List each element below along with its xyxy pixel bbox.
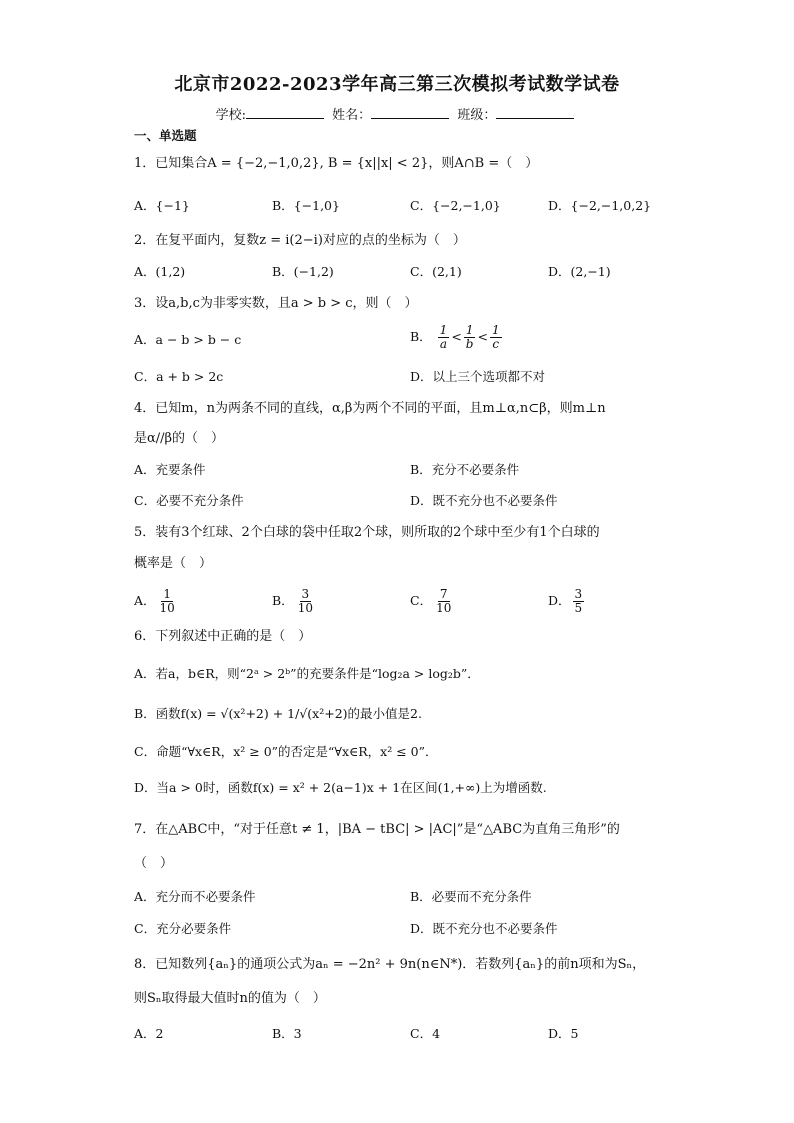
question-3-option-d[interactable]: D．以上三个选项都不对 bbox=[410, 369, 546, 384]
question-6-option-c[interactable]: C．命题“∀x∈R，x² ≥ 0”的否定是“∀x∈R，x² ≤ 0”． bbox=[134, 744, 438, 759]
question-4-stem-line-2: 是α//β的（ ） bbox=[134, 431, 225, 446]
question-1-option-c[interactable]: C．{−2,−1,0} bbox=[410, 198, 501, 213]
question-5-stem-line-2: 概率是（ ） bbox=[134, 556, 213, 571]
question-4-option-c[interactable]: C．必要不充分条件 bbox=[134, 493, 244, 508]
question-5-option-c[interactable]: C． $\frac{7}{10}$ bbox=[410, 587, 452, 615]
fraction-1-over-b: $\frac{1}{b}$ bbox=[465, 323, 474, 351]
question-7-option-c[interactable]: C．充分必要条件 bbox=[134, 921, 232, 936]
question-6-option-a[interactable]: A．若a，b∈R，则“2ᵃ > 2ᵇ”的充要条件是“log₂a > log₂b”． bbox=[134, 666, 480, 681]
section-heading: 一、单选题 bbox=[134, 128, 197, 143]
question-7-stem-line-2: （ ） bbox=[134, 856, 174, 871]
question-2-stem: 2．在复平面内，复数z = i(2−i)对应的点的坐标为（ ） bbox=[134, 233, 466, 248]
question-5-option-d[interactable]: D． $\frac{3}{5}$ bbox=[548, 587, 583, 615]
question-8-option-c[interactable]: C．4 bbox=[410, 1026, 441, 1041]
question-1-option-a[interactable]: A．{−1} bbox=[134, 198, 190, 213]
question-2-option-b[interactable]: B．(−1,2) bbox=[272, 264, 334, 279]
question-1-stem: 1．已知集合A = {−2,−1,0,2}, B = {x||x| < 2}，则A∩B =（ ） bbox=[134, 156, 539, 171]
fraction-1-10: $\frac{1}{10}$ bbox=[159, 587, 175, 615]
fraction-7-10: $\frac{7}{10}$ bbox=[436, 587, 452, 615]
question-3-option-b[interactable]: B． $\frac{1}{a}$ < $\frac{1}{b}$ < $\frac{1}{c}$ bbox=[410, 323, 500, 351]
class-label: 班级： bbox=[457, 108, 497, 123]
fraction-1-over-c: $\frac{1}{c}$ bbox=[491, 323, 500, 351]
question-5-option-a[interactable]: A． $\frac{1}{10}$ bbox=[134, 587, 175, 615]
question-4-stem-line-1: 4．已知m，n为两条不同的直线，α,β为两个不同的平面，且m⊥α,n⊂β，则m⊥n bbox=[134, 401, 606, 416]
question-4-option-b[interactable]: B．充分不必要条件 bbox=[410, 462, 520, 477]
question-8-option-a[interactable]: A．2 bbox=[134, 1026, 164, 1041]
question-7-option-a[interactable]: A．充分而不必要条件 bbox=[134, 889, 256, 904]
option-b-prefix: B． bbox=[410, 329, 432, 344]
school-label: 学校: bbox=[215, 108, 247, 123]
question-8-stem-line-2: 则Sₙ取得最大值时n的值为（ ） bbox=[134, 991, 326, 1006]
question-8-option-b[interactable]: B．3 bbox=[272, 1026, 302, 1041]
question-8-option-d[interactable]: D．5 bbox=[548, 1026, 579, 1041]
question-1-option-b[interactable]: B．{−1,0} bbox=[272, 198, 340, 213]
student-info-line bbox=[0, 104, 794, 123]
fraction-3-5: $\frac{3}{5}$ bbox=[574, 587, 583, 615]
question-6-stem: 6．下列叙述中正确的是（ ） bbox=[134, 629, 312, 644]
school-blank[interactable] bbox=[246, 106, 324, 119]
question-7-option-d[interactable]: D．既不充分也不必要条件 bbox=[410, 921, 558, 936]
question-2-option-c[interactable]: C．(2,1) bbox=[410, 264, 462, 279]
question-2-option-a[interactable]: A．(1,2) bbox=[134, 264, 186, 279]
fraction-3-10: $\frac{3}{10}$ bbox=[297, 587, 313, 615]
question-8-stem-line-1: 8．已知数列{aₙ}的通项公式为aₙ = −2n² + 9n(n∈N*)．若数列{aₙ}的前n项和为Sₙ， bbox=[134, 957, 646, 972]
question-3-stem: 3．设a,b,c为非零实数，且a > b > c，则（ ） bbox=[134, 296, 418, 311]
question-6-option-b[interactable]: B．函数f(x) = √(x²+2) + 1/√(x²+2)的最小值是2. bbox=[134, 706, 422, 721]
question-5-stem-line-1: 5．装有3个红球、2个白球的袋中任取2个球，则所取的2个球中至少有1个白球的 bbox=[134, 525, 600, 540]
question-4-option-d[interactable]: D．既不充分也不必要条件 bbox=[410, 493, 558, 508]
class-blank[interactable] bbox=[496, 106, 574, 119]
question-7-option-b[interactable]: B．必要而不充分条件 bbox=[410, 889, 532, 904]
question-7-stem-line-1: 7．在△ABC中，“对于任意t ≠ 1，|BA − tBC| > |AC|”是“△ABC为直角三角形”的 bbox=[134, 822, 620, 837]
question-5-option-b[interactable]: B． $\frac{3}{10}$ bbox=[272, 587, 313, 615]
question-6-option-d[interactable]: D．当a > 0时，函数f(x) = x² + 2(a−1)x + 1在区间(1,+∞)上为增函数. bbox=[134, 780, 547, 795]
fraction-1-over-a: $\frac{1}{a}$ bbox=[439, 323, 448, 351]
exam-title: 北京市2022-2023学年高三第三次模拟考试数学试卷 bbox=[174, 74, 620, 95]
question-4-option-a[interactable]: A．充要条件 bbox=[134, 462, 206, 477]
name-blank[interactable] bbox=[371, 106, 449, 119]
question-1-option-d[interactable]: D．{−2,−1,0,2} bbox=[548, 198, 652, 213]
question-2-option-d[interactable]: D．(2,−1) bbox=[548, 264, 611, 279]
name-label: 姓名： bbox=[332, 108, 372, 123]
question-3-option-c[interactable]: C．a + b > 2c bbox=[134, 369, 224, 384]
question-3-option-a[interactable]: A．a − b > b − c bbox=[134, 332, 242, 347]
